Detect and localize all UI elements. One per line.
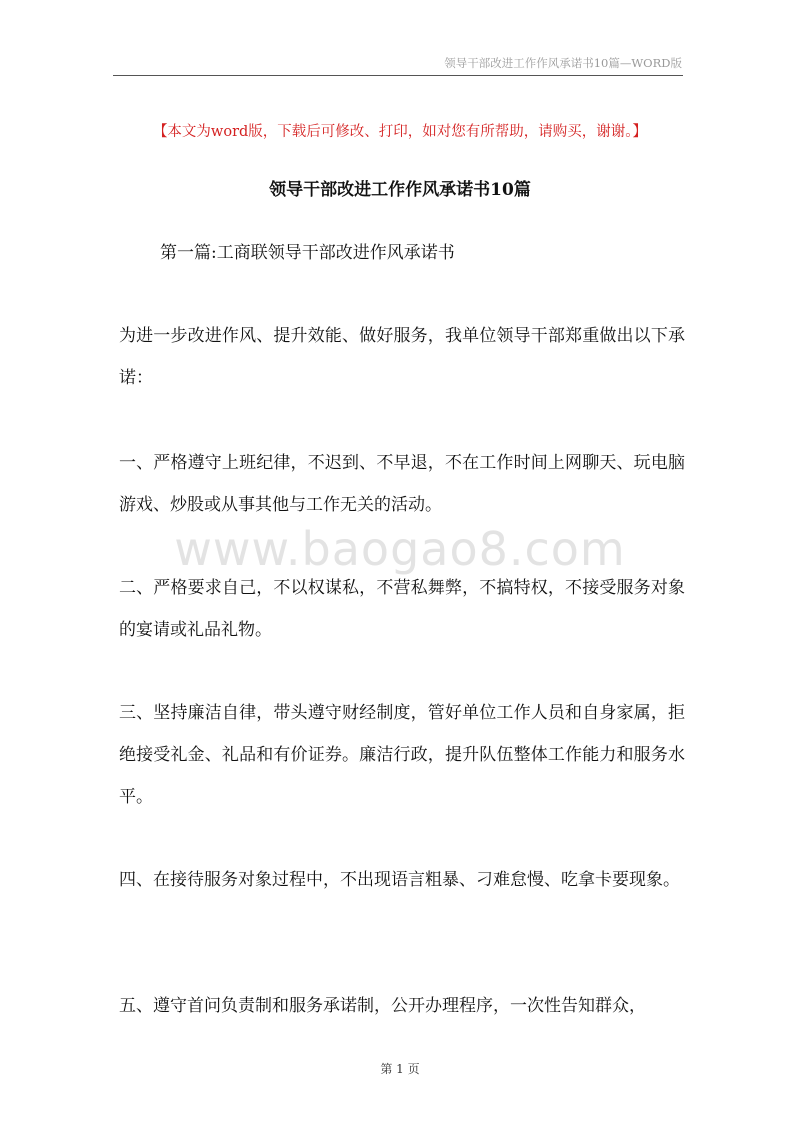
- watermark: www.baogao8.com: [174, 522, 626, 576]
- paragraph-2: 二、严格要求自己，不以权谋私，不营私舞弊，不搞特权，不接受服务对象的宴请或礼品礼物。: [119, 578, 685, 640]
- paragraph-1: 一、严格遵守上班纪律，不迟到、不早退，不在工作时间上网聊天、玩电脑游戏、炒股或从事其他与工作无关的活动。: [119, 453, 685, 515]
- section-title: 第一篇:工商联领导干部改进作风承诺书: [160, 243, 455, 263]
- purchase-notice: 【本文为word版，下载后可修改、打印，如对您有所帮助，请购买，谢谢。】: [152, 124, 648, 140]
- header-divider: [113, 75, 683, 76]
- paragraph-5: 五、遵守首问负责制和服务承诺制，公开办理程序，一次性告知群众，: [119, 996, 646, 1016]
- document-title: 领导干部改进工作作风承诺书10篇: [269, 180, 531, 200]
- paragraph-4: 四、在接待服务对象过程中，不出现语言粗暴、刁难怠慢、吃拿卡要现象。: [119, 870, 680, 890]
- running-header: 领导干部改进工作作风承诺书10篇—WORD版: [444, 56, 682, 70]
- paragraph-3: 三、坚持廉洁自律，带头遵守财经制度，管好单位工作人员和自身家属，拒绝接受礼金、礼品和有价证券。廉洁行政，提升队伍整体工作能力和服务水平。: [119, 703, 685, 807]
- paragraph-intro: 为进一步改进作风、提升效能、做好服务，我单位领导干部郑重做出以下承诺：: [119, 326, 685, 388]
- page-number: 第 1 页: [380, 1062, 420, 1076]
